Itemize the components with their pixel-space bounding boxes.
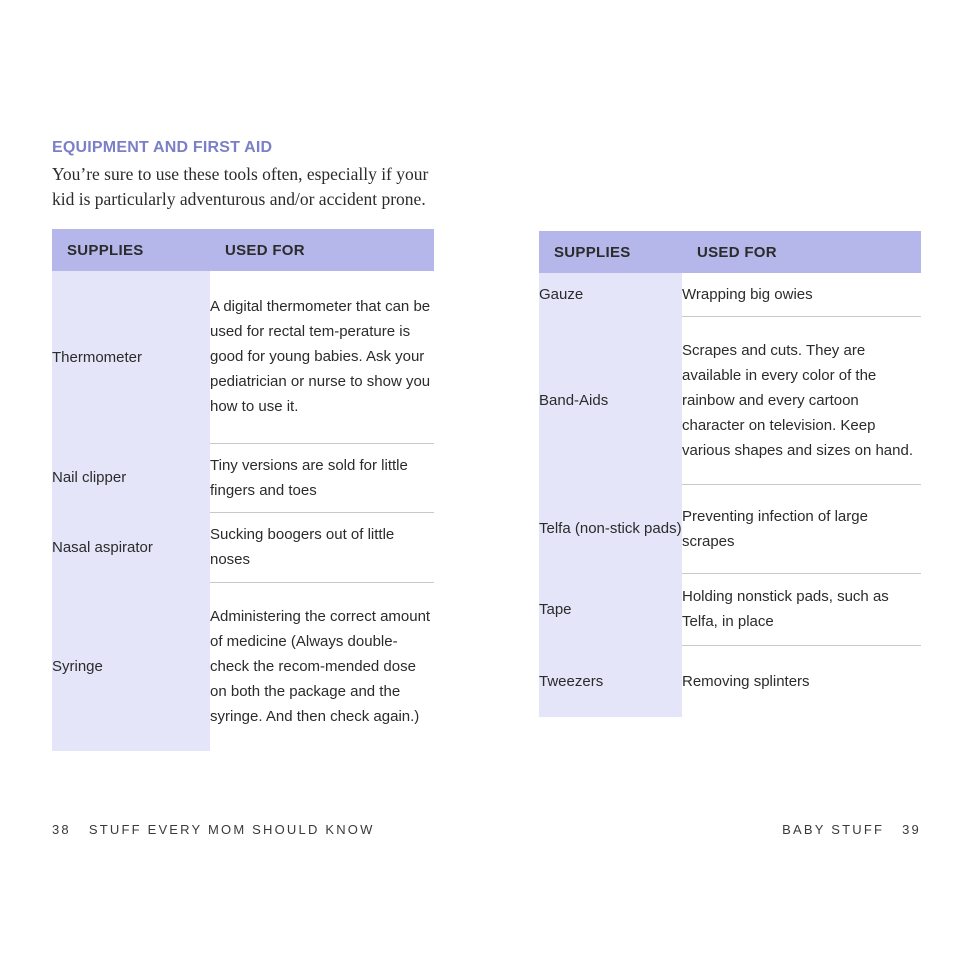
supply-cell: Nasal aspirator [52,512,210,582]
used-for-cell: Tiny versions are sold for little fingers and toes [210,443,434,512]
intro-line: kid is particularly adventurous and/or accident prone. [52,189,426,209]
table-row [539,645,921,717]
supply-cell: Gauze [539,273,682,316]
footer-right [782,822,921,837]
supply-cell: Thermometer [52,271,210,443]
running-title: STUFF EVERY MOM SHOULD KNOW [88,822,375,837]
supplies-table-right [539,231,921,717]
footer-left [52,822,375,837]
running-title: BABY STUFF [782,822,885,837]
used-for-cell: Removing splinters [682,645,921,717]
used-for-cell: Administering the correct amount of medicine (Always double-check the recom-mended dose on both the package and the syringe. And then check again.) [210,582,434,751]
supplies-table-left [52,229,434,751]
used-for-cell: Preventing infection of large scrapes [682,484,921,573]
header-used-for: USED FOR [682,231,921,273]
header-used-for: USED FOR [210,229,434,271]
supply-cell: Tweezers [539,645,682,717]
used-for-cell: Holding nonstick pads, such as Telfa, in place [682,573,921,645]
table-row [52,271,434,443]
supply-cell: Nail clipper [52,443,210,512]
table-row [539,316,921,484]
supply-cell: Tape [539,573,682,645]
table-row [52,443,434,512]
table-header-row [539,231,921,273]
section-heading: EQUIPMENT AND FIRST AID [52,139,273,156]
supply-cell: Syringe [52,582,210,751]
used-for-cell: Scrapes and cuts. They are available in every color of the rainbow and every cartoon character on television. Keep various shapes and sizes on hand. [682,316,921,484]
right-page [486,0,973,973]
supply-cell: Band-Aids [539,316,682,484]
table-header-row [52,229,434,271]
page-number: 38 [52,822,71,837]
used-for-cell: Sucking boogers out of little noses [210,512,434,582]
page-number: 39 [902,822,921,837]
intro-paragraph [52,162,442,212]
table-row [52,512,434,582]
table-row [539,273,921,316]
header-supplies: SUPPLIES [539,231,682,273]
used-for-cell: Wrapping big owies [682,273,921,316]
intro-line: You’re sure to use these tools often, especially if your [52,164,429,184]
table-row [539,573,921,645]
used-for-cell: A digital thermometer that can be used for rectal tem-perature is good for young babies. Ask your pediatrician or nurse to show you how to use it. [210,271,434,443]
header-supplies: SUPPLIES [52,229,210,271]
table-row [539,484,921,573]
supply-cell: Telfa (non-stick pads) [539,484,682,573]
left-page [0,0,486,973]
table-row [52,582,434,751]
